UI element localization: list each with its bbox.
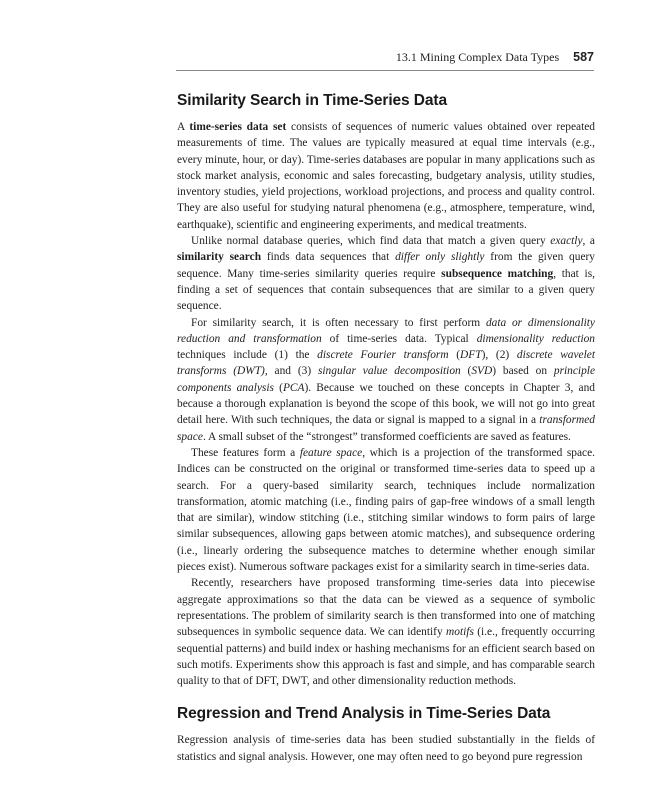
italic-term: singular value decomposition [317, 365, 461, 378]
italic-term: PCA [282, 381, 305, 394]
page-number: 587 [573, 50, 594, 64]
italic-term: motifs [446, 626, 474, 639]
paragraph: Regression analysis of time-series data has been studied substantially in the fields of statistics and signal analysis. However, one may often need to go beyond pure regression [177, 734, 595, 763]
running-head-section: 13.1 Mining Complex Data Types [395, 50, 560, 64]
paragraph: These features form a feature space, which is a projection of the transformed space. Indices can be constructed on the original or transformed time-series data to speed up a search. For a query-based similarity search, techniques include normalization transformation, atomic matching (i.e., finding pairs of gap-free windows of a small length that are similar), window stitching (i.e., stitching similar windows to form pairs of large similar subsequences, allowing gaps between atomic matches), and subsequence ordering (i.e., linearly ordering the subsequence matches to determine whether enough similar pieces exist). Numerous software packages exist for a similarity search in time-series data. [177, 446, 596, 574]
italic-term: exactly [550, 235, 583, 248]
bold-term: subsequence matching [441, 267, 554, 280]
italic-term: DFT [460, 349, 482, 362]
italic-term: dimensionality reduction [476, 332, 595, 345]
running-head [396, 50, 594, 65]
italic-term: principle components analysis [177, 365, 596, 394]
italic-term: data or dimensionality reduction and transformation [177, 316, 595, 345]
section-heading-similarity-search: Similarity Search in Time-Series Data [177, 92, 447, 109]
paragraph: Unlike normal database queries, which find data that match a given query exactly, a similarity search finds data sequences that differ only slightly from the given query sequence. Many time-series similarity queries require subsequence matching, that is, finding a set of sequences that contain subsequences that are similar to a given query sequence. [177, 235, 595, 313]
paragraph: Recently, researchers have proposed transforming time-series data into piecewise aggregate approximations so that the data can be viewed as a sequence of symbolic representations. The problem of similarity search is then transformed into one of matching subsequences in symbolic sequence data. We can identify motifs (i.e., frequently occurring sequential patterns) and build index or hashing mechanisms for an efficient search based on such motifs. Experiments show this approach is fast and simple, and has comparable search quality to that of DFT, DWT, and other dimensionality reduction methods. [177, 577, 595, 688]
italic-term: transformed space [177, 414, 595, 443]
bold-term: time-series data set [189, 121, 287, 133]
paragraph: A time-series data set consists of sequences of numeric values obtained over repeated measurements of time. The values are typically measured at equal time intervals (e.g., every minute, hour, or day). Time-series databases are popular in many applications such as stock market analysis, economic and sales forecasting, budgetary analysis, utility studies, inventory studies, yield projections, workload projections, and process and quality control. They are also useful for studying natural phenomena (e.g., atmosphere, temperature, wind, earthquake), scientific and engineering experiments, and medical treatments. [177, 121, 595, 231]
italic-term: differ only slightly [395, 251, 485, 264]
page-body [177, 92, 595, 765]
italic-term: feature space [299, 446, 363, 459]
section-heading-regression-trend: Regression and Trend Analysis in Time-Series Data [177, 705, 551, 723]
italic-term: discrete Fourier transform [317, 349, 449, 362]
italic-term: SVD [471, 365, 493, 378]
bold-term: similarity search [177, 251, 262, 264]
header-rule [176, 70, 594, 71]
italic-term: discrete wavelet transforms (DWT) [177, 349, 595, 378]
paragraph: For similarity search, it is often necessary to first perform data or dimensionality reduction and transformation of time-series data. Typical dimensionality reduction techniques include (1) the discrete Fourier transform (DFT), (2) discrete wavelet transforms (DWT), and (3) singular value decomposition (SVD) based on principle components analysis (PCA). Because we touched on these concepts in Chapter 3, and because a thorough explanation is beyond the scope of this book, we will not go into great detail here. With such techniques, the data or signal is mapped to a signal in a transformed space. A small subset of the “strongest” transformed coefficients are saved as features. [177, 316, 596, 443]
